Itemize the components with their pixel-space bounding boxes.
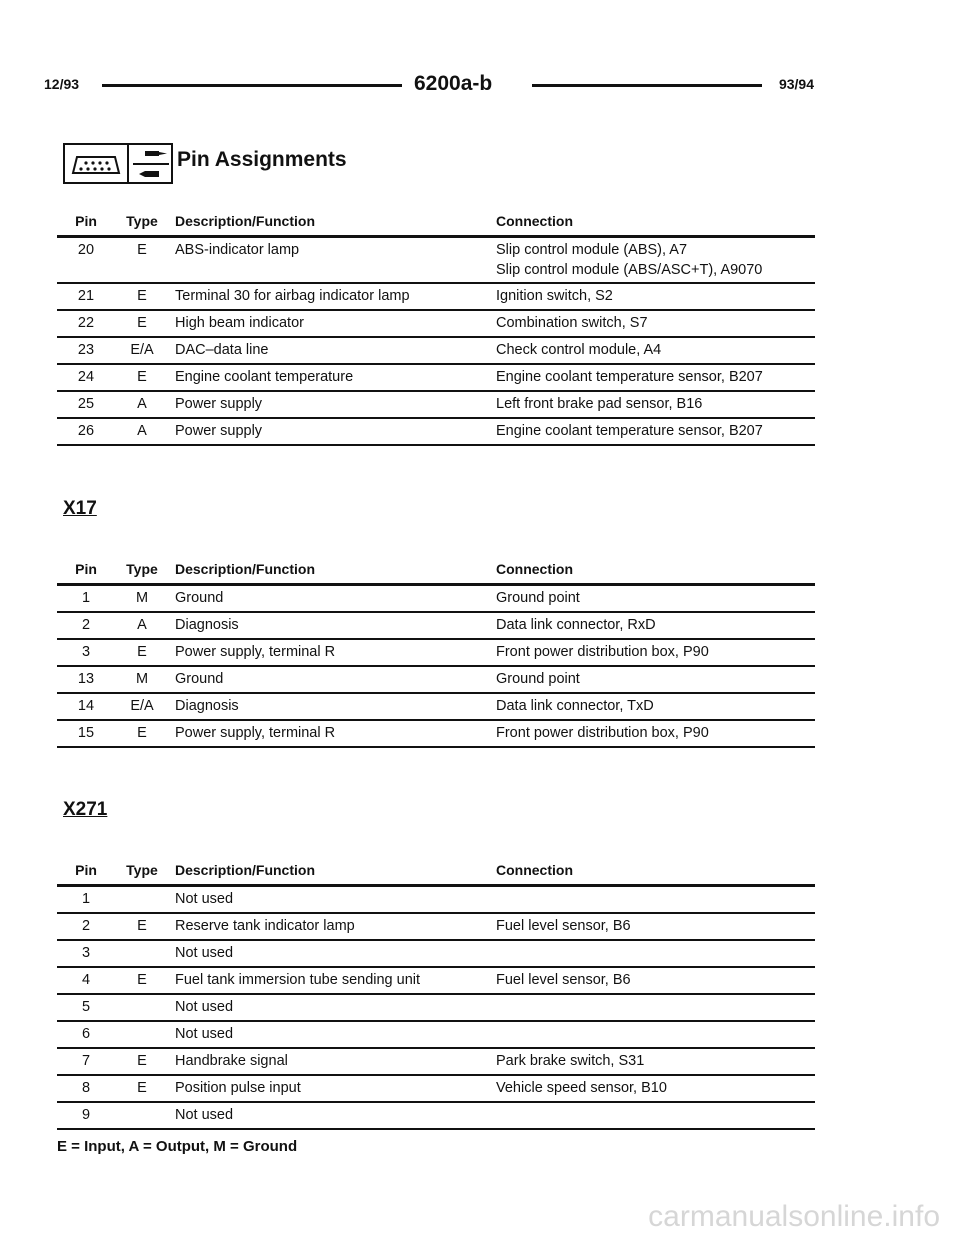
pin-connection: Ignition switch, S2 [496, 288, 613, 304]
table-row [57, 392, 815, 419]
table-row [57, 640, 815, 667]
pin-type: E [137, 369, 147, 385]
header-date-right: 93/94 [778, 76, 814, 92]
connector-icon [71, 155, 121, 175]
pin-description: Engine coolant temperature [175, 369, 354, 385]
pin-connection: Combination switch, S7 [496, 315, 648, 331]
pin-description: Handbrake signal [175, 1053, 288, 1069]
pin-description: Power supply [175, 423, 263, 439]
pin-type: E [137, 288, 147, 304]
pin-description: Terminal 30 for airbag indicator lamp [175, 288, 410, 304]
legend-footnote: E = Input, A = Output, M = Ground [57, 1138, 298, 1155]
pin-number: 22 [77, 315, 95, 331]
pin-number: 26 [77, 423, 95, 439]
pin-description: Reserve tank indicator lamp [175, 918, 355, 934]
table-row [57, 914, 815, 941]
table-row [57, 1049, 815, 1076]
col-connection: Connection [496, 213, 573, 229]
pin-connection: Fuel level sensor, B6 [496, 918, 631, 934]
pin-description: Not used [175, 1026, 234, 1042]
table-row [57, 586, 815, 613]
page-title: Pin Assignments [177, 148, 347, 171]
pin-connection: Slip control module (ABS), A7 [496, 242, 688, 258]
table-row [57, 238, 815, 284]
table-header [57, 213, 815, 235]
pin-connection: Engine coolant temperature sensor, B207 [496, 423, 763, 439]
header-rule-right [532, 84, 762, 87]
pin-type: M [135, 590, 149, 606]
header-date-left: 12/93 [44, 76, 80, 92]
table-row [57, 968, 815, 995]
table-row [57, 667, 815, 694]
col-connection: Connection [496, 862, 573, 878]
col-pin: Pin [75, 862, 97, 878]
table-row [57, 338, 815, 365]
table-row [57, 311, 815, 338]
pin-connection-2: Slip control module (ABS/ASC+T), A9070 [496, 262, 763, 278]
col-description: Description/Function [175, 561, 315, 577]
pin-type: E [137, 1053, 147, 1069]
pin-number: 20 [77, 242, 95, 258]
header-rule-left [102, 84, 402, 87]
table-row [57, 941, 815, 968]
table-row [57, 995, 815, 1022]
pin-description: Ground [175, 590, 224, 606]
pin-description: Ground [175, 671, 224, 687]
col-pin: Pin [75, 561, 97, 577]
pin-type: E [137, 242, 147, 258]
connector-icon-box [63, 143, 173, 184]
header-doc-number: 6200a-b [414, 72, 493, 95]
pin-description: Fuel tank immersion tube sending unit [175, 972, 421, 988]
pin-connection: Ground point [496, 671, 580, 687]
pin-type: E/A [130, 698, 154, 714]
pin-number: 6 [81, 1026, 91, 1042]
pin-type: E [137, 315, 147, 331]
pin-table-1 [57, 213, 815, 446]
pin-number: 21 [77, 288, 95, 304]
table-row [57, 1076, 815, 1103]
pin-number: 8 [81, 1080, 91, 1096]
table-row [57, 365, 815, 392]
pin-type: A [137, 617, 147, 633]
table-row [57, 887, 815, 914]
pin-number: 23 [77, 342, 95, 358]
table-row [57, 284, 815, 311]
table-row [57, 1103, 815, 1130]
table-row [57, 419, 815, 446]
pin-connection: Front power distribution box, P90 [496, 644, 709, 660]
pin-description: Not used [175, 891, 234, 907]
pin-connection: Vehicle speed sensor, B10 [496, 1080, 667, 1096]
page-header [44, 72, 814, 100]
pin-description: Power supply, terminal R [175, 644, 336, 660]
pin-number: 2 [81, 617, 91, 633]
table-header [57, 561, 815, 583]
pin-type: E/A [130, 342, 154, 358]
col-description: Description/Function [175, 862, 315, 878]
pin-description: High beam indicator [175, 315, 304, 331]
pin-number: 25 [77, 396, 95, 412]
pin-number: 15 [77, 725, 95, 741]
pin-table-x17 [57, 561, 815, 748]
pin-connection: Ground point [496, 590, 580, 606]
pin-connection: Left front brake pad sensor, B16 [496, 396, 703, 412]
pin-description: Position pulse input [175, 1080, 301, 1096]
pin-type: M [135, 671, 149, 687]
pin-number: 24 [77, 369, 95, 385]
watermark: carmanualsonline.info [648, 1200, 940, 1233]
pin-type: E [137, 725, 147, 741]
pin-number: 1 [81, 891, 91, 907]
col-connection: Connection [496, 561, 573, 577]
pin-type: E [137, 644, 147, 660]
pin-type: E [137, 972, 147, 988]
connector-label-x17: X17 [63, 498, 97, 519]
table-row [57, 1022, 815, 1049]
pin-number: 9 [81, 1107, 91, 1123]
pin-type: E [137, 918, 147, 934]
col-description: Description/Function [175, 213, 315, 229]
pin-connection: Check control module, A4 [496, 342, 662, 358]
pin-number: 14 [77, 698, 95, 714]
pin-number: 7 [81, 1053, 91, 1069]
pin-description: Not used [175, 999, 234, 1015]
pin-number: 3 [81, 644, 91, 660]
pin-connection: Data link connector, RxD [496, 617, 656, 633]
pin-number: 4 [81, 972, 91, 988]
pin-connection: Park brake switch, S31 [496, 1053, 645, 1069]
pin-description: Power supply, terminal R [175, 725, 336, 741]
pin-connection: Engine coolant temperature sensor, B207 [496, 369, 763, 385]
connector-label-x271: X271 [63, 799, 108, 820]
col-type: Type [126, 862, 158, 878]
pin-number: 13 [77, 671, 95, 687]
pin-description: DAC–data line [175, 342, 269, 358]
pin-type: A [137, 396, 147, 412]
pin-description: Not used [175, 945, 234, 961]
icon-divider [127, 145, 129, 182]
pin-description: ABS-indicator lamp [175, 242, 300, 258]
col-pin: Pin [75, 213, 97, 229]
table-header [57, 862, 815, 884]
pin-description: Power supply [175, 396, 263, 412]
pin-type: E [137, 1080, 147, 1096]
col-type: Type [126, 561, 158, 577]
pin-number: 2 [81, 918, 91, 934]
col-type: Type [126, 213, 158, 229]
pin-connection: Fuel level sensor, B6 [496, 972, 631, 988]
table-row [57, 721, 815, 748]
pin-number: 5 [81, 999, 91, 1015]
pin-direction-icon [133, 148, 169, 181]
pin-description: Not used [175, 1107, 234, 1123]
table-row [57, 694, 815, 721]
table-row [57, 613, 815, 640]
pin-connection: Data link connector, TxD [496, 698, 654, 714]
pin-description: Diagnosis [175, 698, 239, 714]
pin-description: Diagnosis [175, 617, 239, 633]
pin-number: 1 [81, 590, 91, 606]
pin-table-x271 [57, 862, 815, 1130]
pin-connection: Front power distribution box, P90 [496, 725, 709, 741]
pin-type: A [137, 423, 147, 439]
pin-number: 3 [81, 945, 91, 961]
